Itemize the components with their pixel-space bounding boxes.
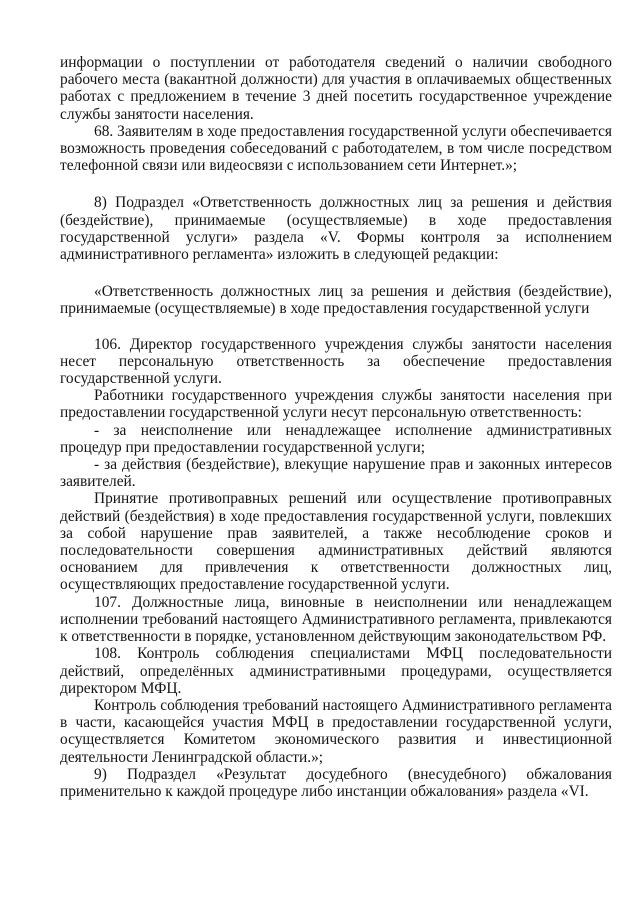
- paragraph-item-106: 106. Директор государственного учреждения службы занятости населения несет персональную ответственность за обеспечение предоставления государственной услуги.: [60, 335, 612, 388]
- paragraph-item-108: 108. Контроль соблюдения специалистами МФЦ последовательности действий, определённых административными процедурами, осуществляется директором МФЦ.: [60, 645, 612, 697]
- subsection-title: «Ответственность должностных лиц за решения и действия (бездействие), принимаемые (осуществляемые) в ходе предоставления государственной услуги: [60, 283, 612, 318]
- paragraph-item-107: 107. Должностные лица, виновные в неисполнении или ненадлежащем исполнении требований настоящего Административного регламента, привлекаются к ответственности в порядке, установленном действующим законодательством РФ.: [60, 593, 612, 646]
- paragraph-employees-responsibility: Работники государственного учреждения службы занятости населения при предоставлении государственной услуги несут персональную ответственность:: [60, 387, 612, 422]
- paragraph-committee-control: Контроль соблюдения требований настоящего Административного регламента в части, касающейся участия МФЦ в предоставлении государственной услуги, осуществляется Комитетом экономического развития и инвестиционной деятельности Ленинградской области.»;: [60, 696, 612, 766]
- paragraph-amendment-8: 8) Подраздел «Ответственность должностных лиц за решения и действия (бездействие), принимаемые (осуществляемые) в ходе предоставления государственной услуги» раздела «V. Формы контроля за исполнением административного регламента» изложить в следующей редакции:: [60, 194, 612, 264]
- paragraph-item-68: 68. Заявителям в ходе предоставления государственной услуги обеспечивается возможность проведения собеседований с работодателем, в том числе посредством телефонной связи или видеосвязи с использованием сети Интернет.»;: [60, 122, 612, 175]
- paragraph-continuation: информации о поступлении от работодателя сведений о наличии свободного рабочего места (вакантной должности) для участия в оплачиваемых общественных работах с предложением в течение 3 дней посетить государственное учреждение службы занятости населения.: [60, 54, 612, 123]
- document-page: [60, 54, 612, 800]
- list-item-actions: - за действия (бездействие), влекущие нарушение прав и законных интересов заявителей.: [60, 456, 612, 491]
- list-item-nonperformance: - за неисполнение или ненадлежащее исполнение административных процедур при предоставлении государственной услуги;: [60, 421, 612, 456]
- paragraph-amendment-9: 9) Подраздел «Результат досудебного (внесудебного) обжалования применительно к каждой процедуре либо инстанции обжалования» раздела «VI.: [60, 765, 612, 800]
- paragraph-unlawful-decisions: Принятие противоправных решений или осуществление противоправных действий (бездействия) в ходе предоставления государственной услуги, повлекших за собой нарушение прав заявителей, а также несоблюдение сроков и последовательности совершения административных действий являются основанием для привлечения к ответственности должностных лиц, осуществляющих предоставление государственной услуги.: [60, 490, 612, 594]
